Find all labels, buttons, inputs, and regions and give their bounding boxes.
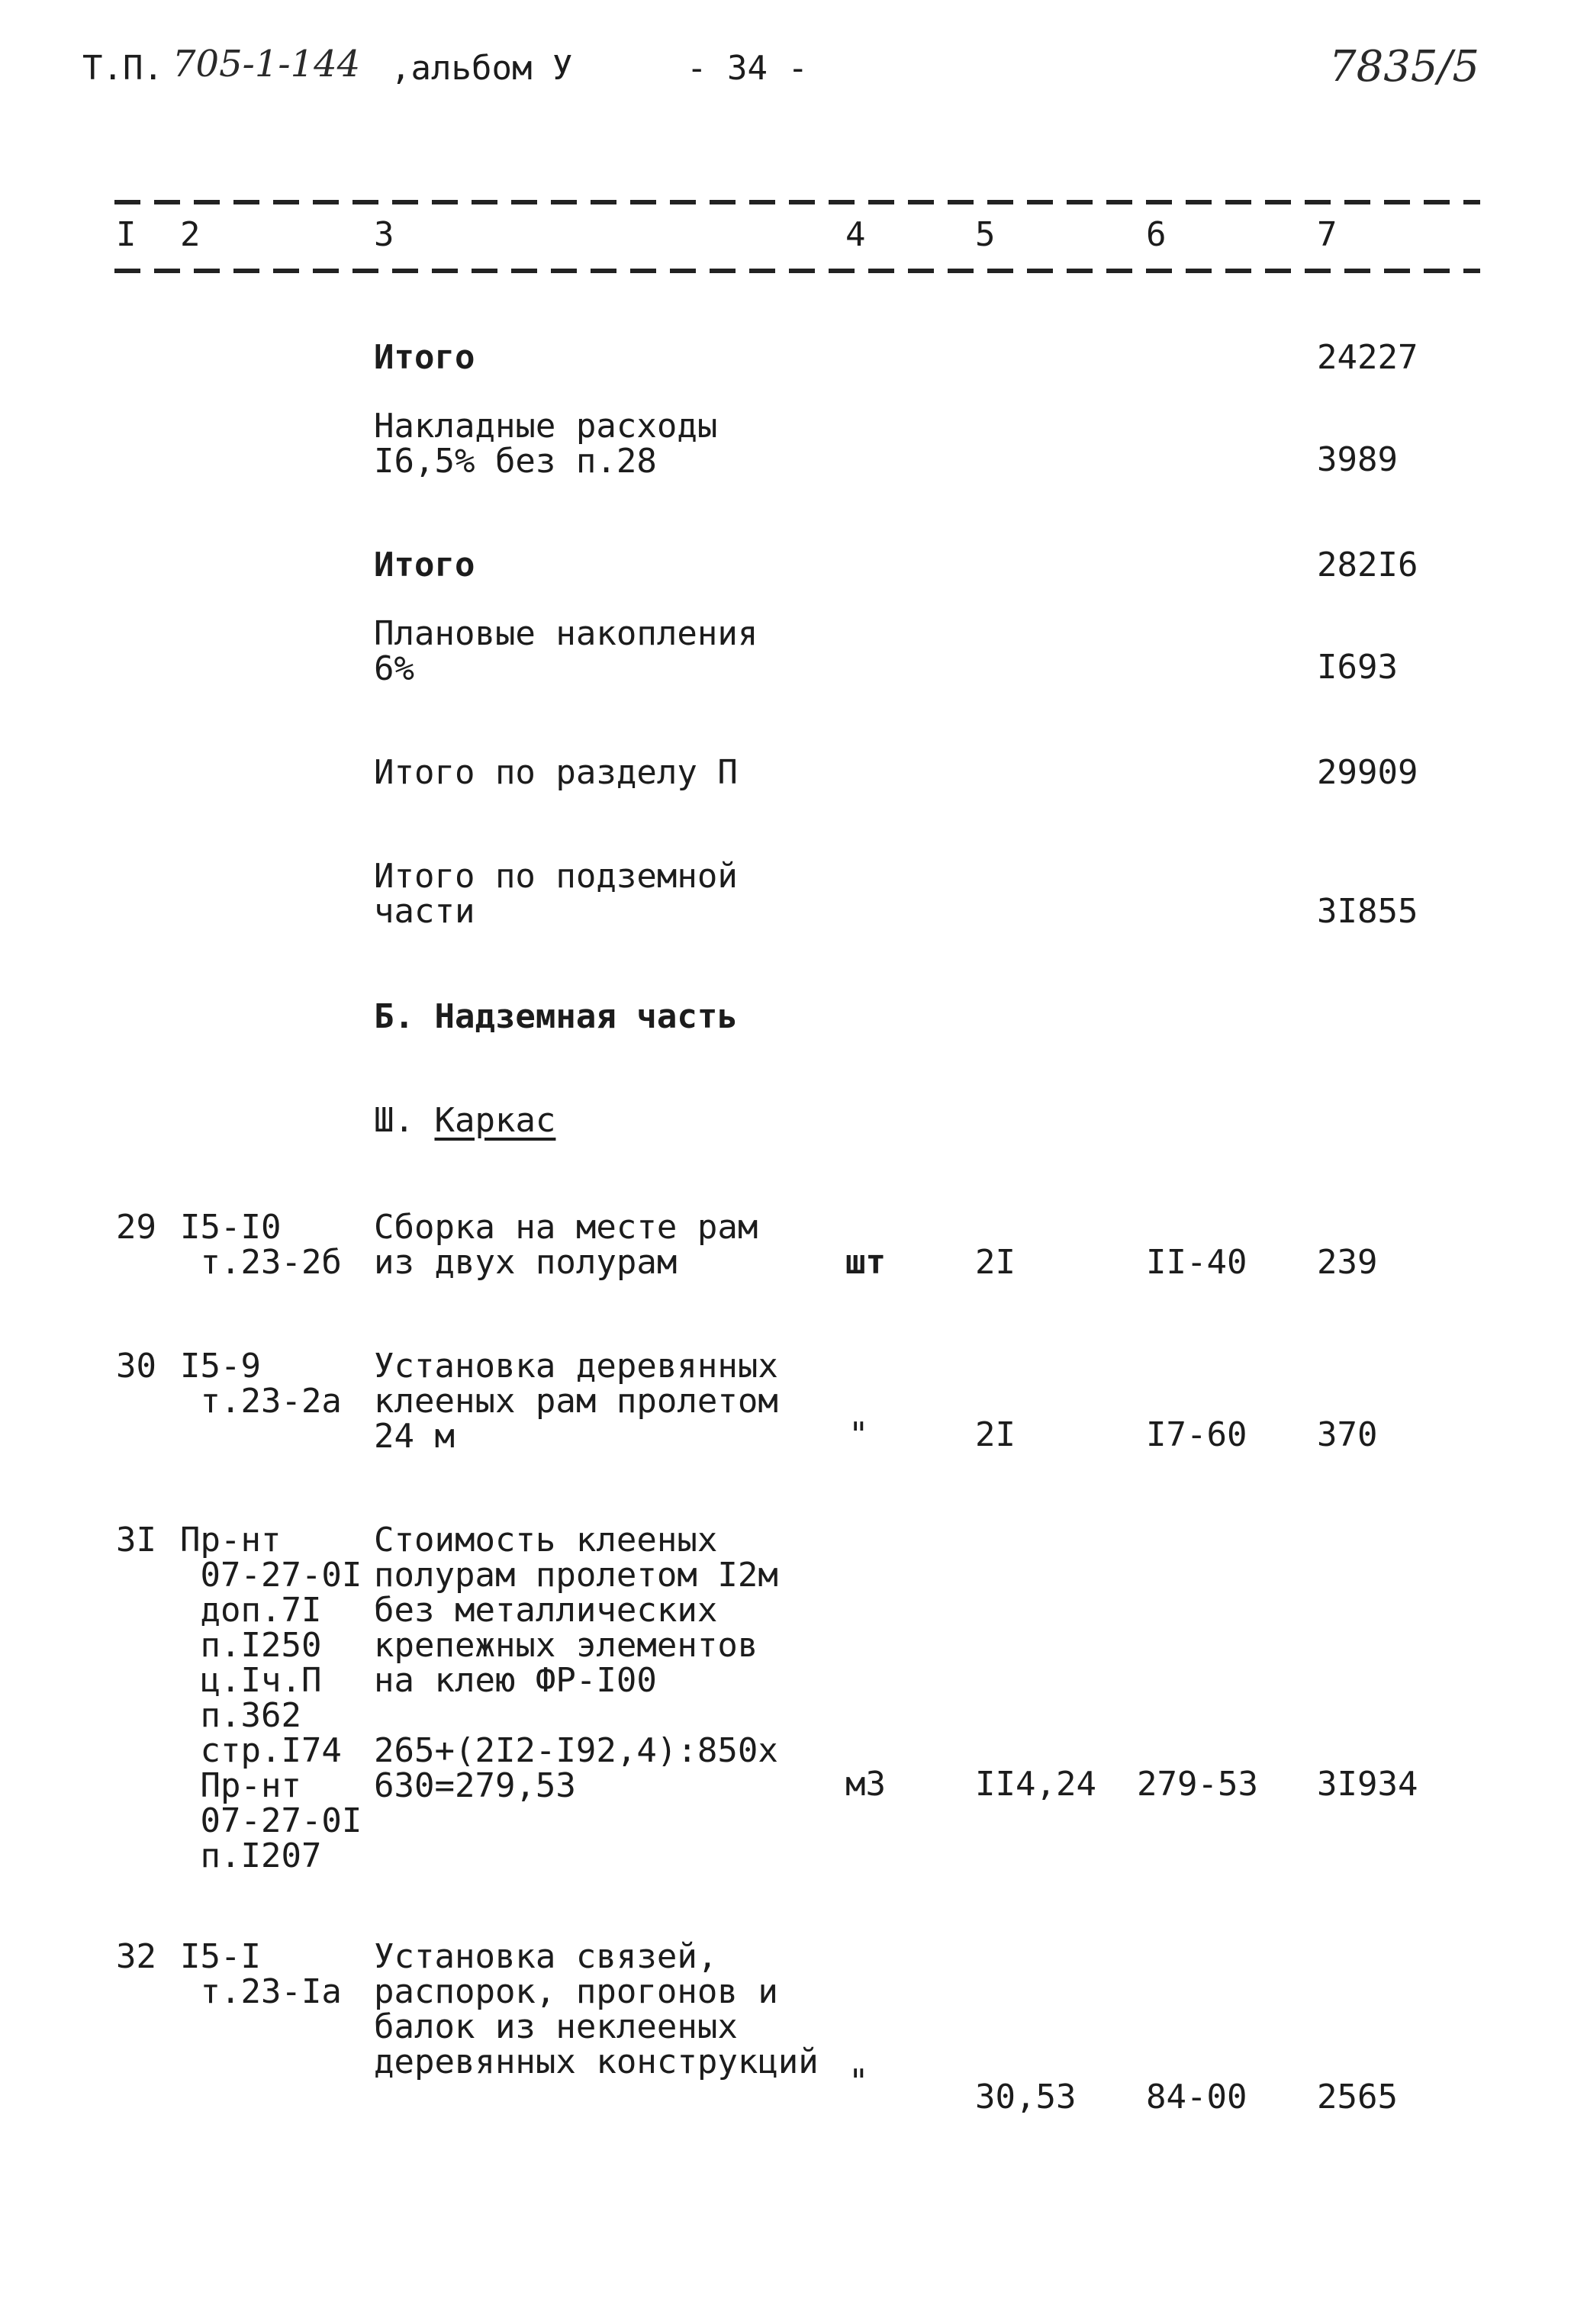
section-heading-frame <box>374 1103 555 1138</box>
summary-label-subtotal-2: Итого <box>374 546 475 584</box>
project-code-handwritten: 705-1-144 <box>172 43 361 85</box>
item-code: I5-9 т.23-2а <box>180 1347 342 1421</box>
section-heading-above-ground: Б. Надземная часть <box>374 997 738 1036</box>
doc-prefix: Т.П. <box>82 49 163 88</box>
summary-amount-planned-savings: I693 <box>1317 648 1398 687</box>
item-description: Сборка на месте рам из двух полурам <box>374 1208 758 1282</box>
item-total: 239 <box>1317 1243 1378 1282</box>
col-header-6: 6 <box>1146 215 1167 254</box>
section-heading-frame-prefix: Ш. <box>374 1101 435 1140</box>
summary-amount-subtotal-2: 282I6 <box>1317 546 1418 584</box>
item-code: I5-I0 т.23-2б <box>180 1208 342 1282</box>
section-heading-frame-title: Каркас <box>434 1101 556 1140</box>
summary-amount-underground-total: 3I855 <box>1317 892 1418 931</box>
item-code: I5-I т.23-Iа <box>180 1937 342 2011</box>
item-number: 3I <box>116 1521 156 1560</box>
summary-label-overhead: Накладные расходы I6,5% без п.28 <box>374 407 718 481</box>
item-price: I7-60 <box>1146 1415 1247 1454</box>
item-number: 32 <box>116 1937 156 1976</box>
item-price: 279-53 <box>1137 1765 1258 1804</box>
item-price: II-40 <box>1146 1243 1247 1282</box>
col-header-4: 4 <box>845 215 866 254</box>
album-label: ,альбом У <box>391 49 573 88</box>
sheet-code-handwritten: 7835/5 <box>1329 42 1480 92</box>
item-total: 370 <box>1317 1415 1378 1454</box>
col-header-3: 3 <box>374 215 394 254</box>
item-price: 84-00 <box>1146 2078 1247 2116</box>
item-total: 2565 <box>1317 2078 1398 2116</box>
header-top-rule <box>114 200 1480 204</box>
page-number: - 34 - <box>687 49 808 88</box>
summary-label-planned-savings: Плановые накопления 6% <box>374 614 758 688</box>
col-header-2: 2 <box>180 215 201 254</box>
item-unit: шт <box>845 1243 886 1282</box>
summary-amount-overhead: 3989 <box>1317 440 1398 479</box>
col-header-7: 7 <box>1317 215 1338 254</box>
item-description: Стоимость клееных полурам пролетом I2м без металлических крепежных элементов на клею ФР-I00 265+(2I2-I92,4):850х 630=279,53 <box>374 1521 778 1805</box>
col-header-5: 5 <box>975 215 996 254</box>
item-description: Установка деревянных клееных рам пролетом 24 м <box>374 1347 778 1456</box>
item-unit: м3 <box>845 1765 886 1804</box>
item-number: 29 <box>116 1208 156 1247</box>
item-total: 3I934 <box>1317 1765 1418 1804</box>
summary-label-subtotal: Итого <box>374 338 475 377</box>
item-quantity: II4,24 <box>975 1765 1096 1804</box>
summary-amount-section-2-total: 29909 <box>1317 753 1418 792</box>
item-code: Пр-нт 07-27-0I доп.7I п.I250 ц.Iч.П п.362 стр.I74 Пр-нт 07-27-0I п.I207 <box>180 1521 362 1875</box>
summary-label-underground-total: Итого по подземной части <box>374 857 738 931</box>
summary-label-section-2-total: Итого по разделу П <box>374 753 738 792</box>
header-bottom-rule <box>114 269 1480 273</box>
summary-amount-subtotal: 24227 <box>1317 338 1418 377</box>
item-quantity: 30,53 <box>975 2078 1077 2116</box>
item-quantity: 2I <box>975 1243 1016 1282</box>
item-unit-ditto: " <box>848 1415 869 1454</box>
item-quantity: 2I <box>975 1415 1016 1454</box>
col-header-1: I <box>116 215 137 254</box>
item-description: Установка связей, распорок, прогонов и балок из неклееных деревянных конструкций <box>374 1937 819 2081</box>
item-number: 30 <box>116 1347 156 1386</box>
item-unit-ditto: " <box>848 2062 869 2101</box>
